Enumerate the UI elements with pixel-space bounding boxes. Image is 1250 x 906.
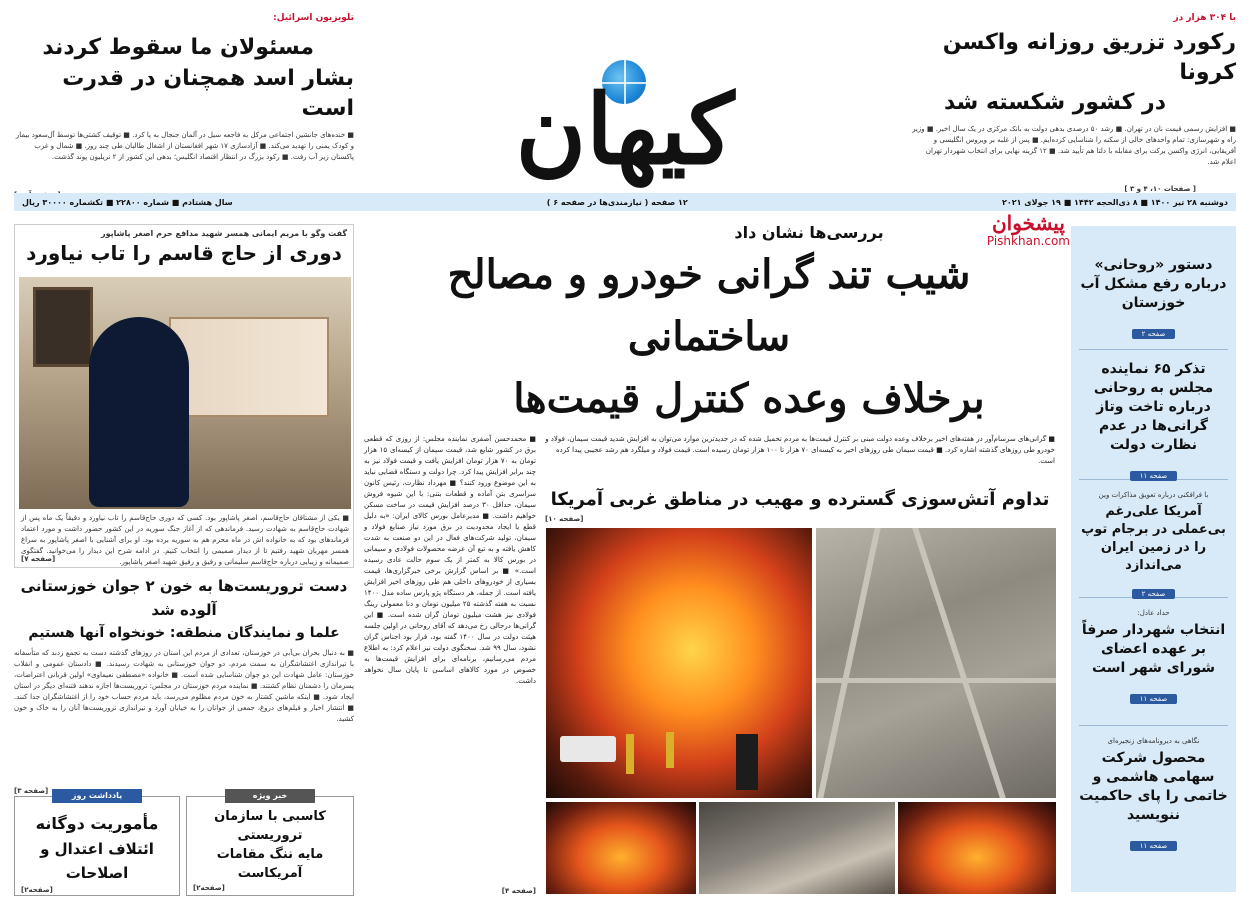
burned-town-photo — [816, 528, 1056, 798]
right-body: ■ افزایش رسمی قیمت نان در تهران. ■ رشد ۵۰ درصدی بدهی دولت به بانک مرکزی در یک سال اخیر. ■ وزیر راه و شهرسازی: تمام واحدهای خالی از سکنه را شناسایی کرده‌ایم. ■ پس از غلبه بر ویروس انگلیسی و آفریقایی، انرژی واکسن برکت برای مقابله با دلتا هم تأیید شد. ■ ۱۲ گزینه نهایی برای انتخاب شهردار تهران اعلام شد. — [912, 125, 1236, 166]
dateline-date: دوشنبه ۲۸ تیر ۱۴۰۰ ■ ۸ ذی‌الحجه ۱۴۴۲ ■ ۱۹ جولای ۲۰۲۱ — [1001, 197, 1228, 207]
dateline-pages: ۱۲ صفحه ( نیازمندی‌ها در صفحه ۶ ) — [546, 197, 688, 207]
interview-box[interactable] — [14, 224, 354, 568]
right-title-1: رکورد تزریق روزانه واکسن کرونا — [942, 30, 1236, 85]
main-lead: ■ گرانی‌های سرسام‌آور در هفته‌های اخیر برخلاف وعده دولت مبنی بر کنترل قیمت‌ها به مردم تحمیل شده که در جدیدترین موارد می‌توان به افزایش شدید قیمت سیمان، فولاد و خودرو طی روزهای گذشته اشاره کرد. ■ قیمت سیمان طی روزهای اخیر به کیسه‌ای ۷۰ هزار تا ۱۰۰ هزار تومان رسیده است. قیمت فولاد و میلگرد هم رشد عجیبی پیدا کرده است. — [545, 435, 1055, 465]
interview-title: دوری از حاج قاسم را تاب نیاورد — [26, 241, 342, 265]
left-body: ■ خنده‌های جانشین اجتماعی مرکل به فاجعه سیل در آلمان جنجال به پا کرد. ■ توقیف کشتی‌ها توسط آل‌سعود بیمار و کودک یمنی را تهدید می‌کند. ■ آزادسازی ۱۷ شهر افغانستان از اشغال طالبان طی چند روز. ■ شمال و غرب پاکستان زیر آب رفت. ■ رکود بزرگ در انتظار اقتصاد انگلیس؛ بدهی این کشور از ۲ تریلیون پوند گذشت. — [15, 131, 354, 161]
editorial-ref: [صفحه۲] — [21, 886, 53, 894]
sidebar-item-title: انتخاب شهردار صرفاً بر عهده اعضای شورای شهر است — [1081, 622, 1226, 676]
burned-cars-photo — [699, 802, 895, 894]
main-column-ref: [صفحه ۴] — [501, 887, 536, 895]
portrait-frame — [33, 287, 93, 367]
editorial-tag: یادداشت روز — [52, 789, 142, 803]
sidebar-item-title: تذکر ۶۵ نماینده مجلس به روحانی درباره تاخت وتاز گرانی‌ها در عدم نظارت دولت — [1093, 361, 1214, 453]
terror-title-2: علما و نمایندگان منطقه: خونخواه آنها هستیم — [28, 625, 340, 641]
dateline-band — [14, 193, 1236, 211]
sidebar-item-kicker: حداد عادل: — [1137, 609, 1170, 617]
sidebar-item[interactable] — [1079, 598, 1228, 726]
right-title-2: در کشور شکسته شد — [943, 90, 1166, 115]
left-title-1: مسئولان ما سقوط کردند — [42, 35, 314, 60]
sidebar-item-ref: صفحه ۲ — [1132, 589, 1176, 599]
sidebar-item-title: دستور «روحانی» درباره رفع مشکل آب خوزستان — [1080, 257, 1227, 311]
dateline-issue: سال هشتادم ■ شماره ۲۲۸۰۰ ■ تکشماره ۳۰۰۰۰ ریال — [22, 197, 233, 207]
terror-body: ■ به دنبال بحران بی‌آبی در خوزستان، تعدادی از مردم این استان در روزهای گذشته دست به تجمع زدند که متأسفانه با تیراندازی اغتشاشگران به سمت مردم، دو جوان خوزستانی به شهادت رسیدند. ■ دادستان عمومی و انقلاب خوزستان: عامل شهادت این دو جوان شناسایی شده است. ■ خانواده «مصطفی نعیماوی» اولین قربانی اعتراضات، پسرمان را دشمنان نظام کشتند. ■ نماینده مردم خوزستان در مجلس: تروریست‌ها اجازه ندهند فتنه‌ای دیگر در استان ایجاد شود. ■ اینکه ماشین کشتار به خون مردم مظلوم می‌رسد، باید مردم حساب خود را از اغتشاشگران جدا کنند. ■ انتشار اخبار و فیلم‌های دروغ، جمعی از جوانان را به خیابان آورد و تیراندازی تروریست‌ها آنان را به خاک و خون کشید. — [14, 649, 354, 723]
fire-headline-block[interactable] — [545, 486, 1055, 525]
left-title-2: بشار اسد همچنان در قدرت است — [62, 66, 354, 121]
watermark-url: Pishkhan.com — [986, 234, 1070, 248]
firefighter-shape — [736, 734, 758, 790]
left-overline: تلویزیون اسرائیل: — [273, 13, 354, 23]
main-headline-block[interactable] — [364, 222, 1054, 430]
sidebar-item-ref: صفحه ۱۱ — [1130, 841, 1178, 851]
terror-ref: [صفحه ۳] — [14, 787, 49, 795]
interview-ref: [صفحه ۷] — [21, 555, 56, 563]
sidebar-item[interactable] — [1079, 232, 1228, 350]
main-kicker: بررسی‌ها نشان داد — [734, 223, 884, 242]
sidebar-item-kicker: با فرافکنی درباره تعویق مذاکرات وین — [1098, 491, 1209, 499]
special-title-3: آمریکاست — [237, 866, 303, 881]
special-news-box[interactable] — [186, 791, 354, 896]
sidebar-item[interactable] — [1079, 726, 1228, 876]
truck-shape — [560, 736, 616, 762]
main-headline-2: برخلاف وعده کنترل قیمت‌ها — [513, 375, 985, 422]
special-title-1: کاسبی با سازمان تروریستی — [214, 809, 326, 843]
sidebar-item[interactable] — [1079, 350, 1228, 480]
firefighter-shape — [666, 732, 674, 768]
logo — [450, 30, 800, 190]
right-ref: [ صفحات ۱۰، ۴ و ۳ ] — [1124, 185, 1196, 193]
terror-title-1: دست تروریست‌ها به خون ۲ جوان خوزستانی آلوده شد — [20, 577, 348, 619]
burning-building-photo — [898, 802, 1056, 894]
special-title-2: مایه ننگ مقامات — [216, 847, 324, 862]
terror-story[interactable] — [14, 574, 354, 797]
editorial-title-2: ائتلاف اعتدال و اصلاحات — [40, 840, 154, 882]
special-tag: خبر ویژه — [225, 789, 315, 803]
sidebar — [1071, 226, 1236, 892]
sidebar-item-title: محصول شرکت سهامی هاشمی و خاتمی را پای حاکمیت ننویسید — [1079, 750, 1228, 823]
sidebar-item[interactable] — [1079, 480, 1228, 598]
interview-photo — [19, 277, 351, 509]
woman-figure — [89, 317, 189, 507]
sidebar-item-ref: صفحه ۱۱ — [1130, 694, 1178, 704]
interview-body: ■ یکی از مشتاقان حاج‌قاسم، اصغر پاشاپور بود. کسی که دوری حاج‌قاسم را تاب نیاورد و دقیقاً یک ماه پس از شهادت حاج‌قاسم به شهادت رسید. فرماندهی که از آغاز جنگ سوریه در این کشور حضور داشت و مورد اعتماد فرماندهای بود که به خانواده اش در ماه محرم هم به سوریه برده بود. او برای آشنایی با اصغر پاشاپور به سراغ همسر مهربان شهید رفتیم تا از دیدار صمیمی را انتخاب کنیم. در ادامه شرح این دیدار را می‌خوانید. گفتگوی صمیمانه و زیبایی درباره حاج‌قاسم سلیمانی و رفیق و رفیق شهید اصغر پاشاپور. — [21, 514, 349, 566]
painting-frame — [169, 317, 329, 417]
fire-ref: [صفحه ۱۰] — [545, 515, 584, 523]
masthead-right-story[interactable] — [911, 12, 1236, 195]
sidebar-item-ref: صفحه ۲ — [1132, 329, 1176, 339]
wildfire-photo — [546, 528, 812, 798]
interview-kicker: گفت وگو با مریم ایمانی همسر شهید مدافع حرم اصغر پاشاپور — [101, 229, 347, 238]
main-column-text: ■ محمدحسن آصفری نماینده مجلس: از روزی که قطعی برق در کشور شایع شد، قیمت سیمان از کیسه‌ای ۱۵ هزار تومان به ۷۰ هزار تومان افزایش یافت و قیمت فولاد نیز به چند برابر افزایش پیدا کرد. چرا دولت و دستگاه قضایی نباید به این موضوع ورود کنند؟ ■ مهرداد نظارت، رئیس کانون سراسری بتن آماده و قطعات بتنی: با این شیوه فروش سیمان، حداقل ۳۰ درصد افزایش قیمت در ساخت مسکن خواهیم داشت. ■ مدیرعامل بورس کالای ایران: «به دلیل قطع یا ایجاد محدودیت در برق مورد نیاز صنایع فولاد و سیمان، تولید شرکت‌های فعال در این دو صنعت به شدت کاهش یافته و به تبع آن عرضه محصولات فولادی و سیمانی در بورس کالا به کمتر از یک سوم حالت عادی رسیده است.» ■ بر اساس گزارش برخی خبرگزاری‌ها، قیمت بسیاری از خودروهای داخلی هم طی روزهای اخیر افزایش یافته است. از جمله، هر دستگاه پژو پارس ساده مدل ۱۴۰۰ نسبت به هفته گذشته ۲۵ میلیون تومان و دنا معمولی رینگ فولادی نیز هشت میلیون تومان گران شده است. ■ این گرانی‌ها درحالی رخ می‌دهد که آقای روحانی در اولین جلسه هیئت دولت در سال ۱۴۰۰ گفته بود، قرار بود اجناس گران نشود، سال ۹۹ شد. سخنگوی دولت نیز اعلام کرد: به اطلاع مردم می‌رسانیم، برنامه‌ای برای افزایش قیمت‌ها به خصوص در مورد کالاهای اساسی تا پایان سال نخواهد داشت. — [364, 435, 537, 685]
logo-wordmark: کیهان — [515, 73, 735, 186]
special-ref: [صفحه۲] — [193, 884, 225, 892]
watermark-name: پیشخوان — [991, 211, 1065, 235]
sidebar-item-title: آمریکا علی‌رغم بی‌عملی در برجام توپ را در زمین ایران می‌اندازد — [1081, 504, 1226, 573]
sidebar-item-kicker: نگاهی به دیرونامه‌های زنجیره‌ای — [1107, 737, 1200, 745]
right-overline: با ۳۰۴ هزار دز — [1173, 13, 1236, 23]
firefighter-shape — [626, 734, 634, 774]
editorial-title-1: مأموریت دوگانه — [35, 814, 159, 833]
main-headline-1: شیب تند گرانی خودرو و مصالح ساختمانی — [447, 251, 971, 360]
masthead-left-story[interactable] — [14, 12, 354, 201]
sidebar-item-ref: صفحه ۱۱ — [1130, 471, 1178, 481]
burning-house-photo — [546, 802, 696, 894]
fire-headline: تداوم آتش‌سوزی گسترده و مهیب در مناطق غربی آمریکا — [550, 489, 1050, 510]
